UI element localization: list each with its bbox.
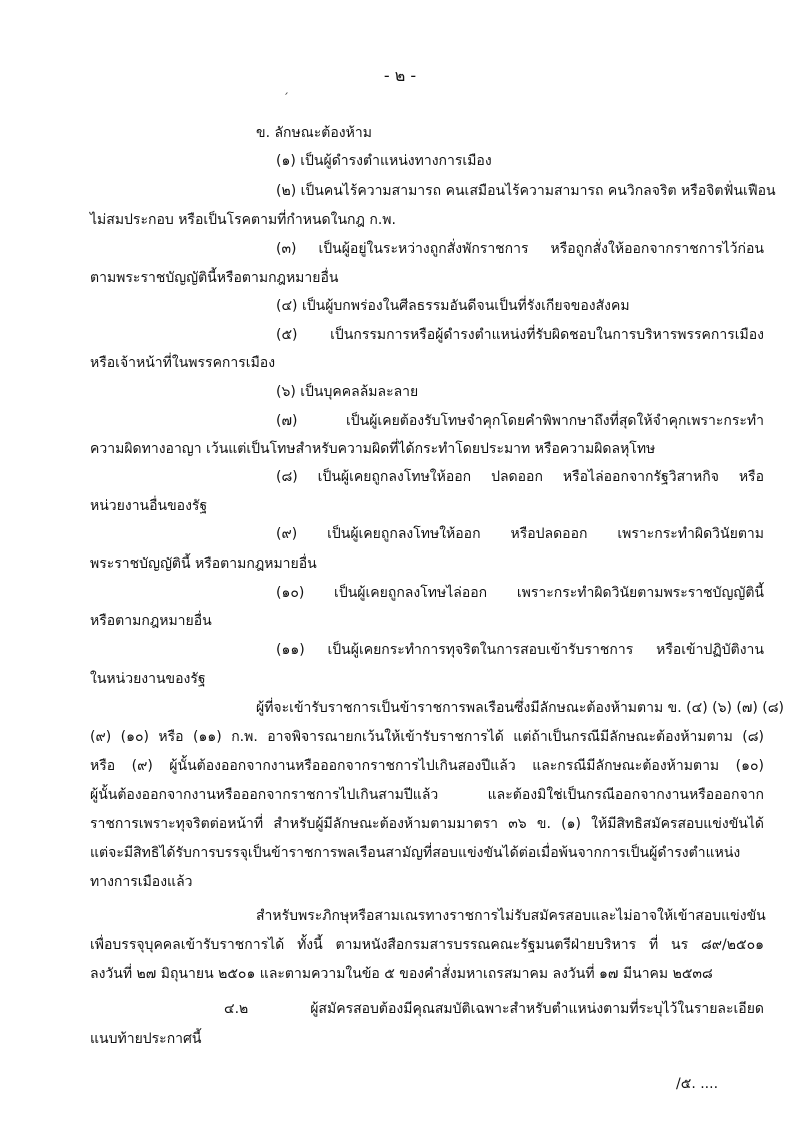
section-4-2-line-1: ๔.๒ ผู้สมัครสอบต้องมีคุณสมบัติเฉพาะสำหรับตำแหน่งตามที่ระบุไว้ในรายละเอียด — [224, 1001, 764, 1017]
list-item-7-line-1: (๗) เป็นผู้เคยต้องรับโทษจำคุกโดยคำพิพากษาถึงที่สุดให้จำคุกเพราะกระทำ — [276, 413, 764, 429]
list-item-4: (๔) เป็นผู้บกพร่องในศีลธรรมอันดีจนเป็นที่รังเกียจของสังคม — [276, 298, 630, 314]
list-item-2-line-1: (๒) เป็นคนไร้ความสามารถ คนเสมือนไร้ความสามารถ คนวิกลจริต หรือจิตฟั่นเฟือน — [276, 183, 776, 199]
paragraph-1-line-1: ผู้ที่จะเข้ารับราชการเป็นข้าราชการพลเรือนซึ่งมีลักษณะต้องห้ามตาม ข. (๔) (๖) (๗) (๘) — [256, 700, 784, 716]
paragraph-1-line-5: ราชการเพราะทุจริตต่อหน้าที่ สำหรับผู้มีลักษณะต้องห้ามตามมาตรา ๓๖ ข. (๑) ให้มีสิทธิสมัครสอบแข่งขันได้ — [90, 816, 764, 832]
page-number: - ๒ - — [383, 66, 417, 85]
list-item-9-line-2: พระราชบัญญัตินี้ หรือตามกฎหมายอื่น — [90, 556, 317, 572]
list-item-6: (๖) เป็นบุคคลล้มละลาย — [276, 384, 419, 400]
list-item-11-line-1: (๑๑) เป็นผู้เคยกระทำการทุจริตในการสอบเข้ารับราชการ หรือเข้าปฏิบัติงาน — [276, 642, 764, 658]
section-4-2-line-2: แนบท้ายประกาศนี้ — [90, 1031, 202, 1047]
list-item-10-line-1: (๑๐) เป็นผู้เคยถูกลงโทษไล่ออก เพราะกระทำผิดวินัยตามพระราชบัญญัตินี้ — [276, 585, 764, 601]
continuation-marker: /๕. .... — [676, 1076, 719, 1092]
list-item-10-line-2: หรือตามกฎหมายอื่น — [90, 613, 212, 629]
paragraph-1-line-6: แต่จะมีสิทธิได้รับการบรรจุเป็นข้าราชการพลเรือนสามัญที่สอบแข่งขันได้ต่อเมื่อพ้นจากการเป็นผู้ดำรงตำแหน่ง — [90, 845, 741, 861]
paragraph-2-line-3: ลงวันที่ ๒๗ มิถุนายน ๒๕๐๑ และตามความในข้อ ๕ ของคำสั่งมหาเถรสมาคม ลงวันที่ ๑๗ มีนาคม ๒๕๓๘ — [90, 966, 713, 982]
paragraph-2-line-1: สำหรับพระภิกษุหรือสามเณรทางราชการไม่รับสมัครสอบและไม่อาจให้เข้าสอบแข่งขัน — [256, 908, 766, 924]
list-item-11-line-2: ในหน่วยงานของรัฐ — [90, 671, 206, 687]
list-item-9-line-1: (๙) เป็นผู้เคยถูกลงโทษให้ออก หรือปลดออก เพราะกระทำผิดวินัยตาม — [276, 526, 764, 542]
paragraph-1-line-2: (๙) (๑๐) หรือ (๑๑) ก.พ. อาจพิจารณายกเว้นให้เข้ารับราชการได้ แต่ถ้าเป็นกรณีมีลักษณะต้องห้ามตาม (๘) — [90, 729, 764, 745]
paragraph-1-line-3: หรือ (๙) ผู้นั้นต้องออกจากงานหรือออกจากราชการไปเกินสองปีแล้ว และกรณีมีลักษณะต้องห้ามตาม (๑๐) — [90, 758, 764, 774]
list-item-2-line-2: ไม่สมประกอบ หรือเป็นโรคตามที่กำหนดในกฎ ก.พ. — [90, 212, 396, 228]
list-item-8-line-2: หน่วยงานอื่นของรัฐ — [90, 498, 208, 514]
list-item-7-line-2: ความผิดทางอาญา เว้นแต่เป็นโทษสำหรับความผิดที่ได้กระทำโดยประมาท หรือความผิดลหุโทษ — [90, 441, 656, 457]
list-item-1: (๑) เป็นผู้ดำรงตำแหน่งทางการเมือง — [276, 153, 492, 169]
list-item-3-line-1: (๓) เป็นผู้อยู่ในระหว่างถูกสั่งพักราชการ หรือถูกสั่งให้ออกจากราชการไว้ก่อน — [276, 241, 764, 257]
paragraph-2-line-2: เพื่อบรรจุบุคคลเข้ารับราชการได้ ทั้งนี้ ตามหนังสือกรมสารบรรณคณะรัฐมนตรีฝ่ายบริหาร ที่ นร ๘๙/๒๕๐๑ — [90, 937, 764, 953]
paragraph-1-line-4: ผู้นั้นต้องออกจากงานหรือออกจากราชการไปเกินสามปีแล้ว และต้องมิใช่เป็นกรณีออกจากงานหรือออกจาก — [90, 787, 764, 803]
list-item-5-line-2: หรือเจ้าหน้าที่ในพรรคการเมือง — [90, 355, 276, 371]
list-item-3-line-2: ตามพระราชบัญญัตินี้หรือตามกฎหมายอื่น — [90, 270, 339, 286]
paragraph-1-line-7: ทางการเมืองแล้ว — [90, 874, 193, 890]
stray-mark: ׳ — [284, 88, 289, 102]
section-title: ข. ลักษณะต้องห้าม — [256, 125, 372, 141]
list-item-8-line-1: (๘) เป็นผู้เคยถูกลงโทษให้ออก ปลดออก หรือไล่ออกจากรัฐวิสาหกิจ หรือ — [276, 469, 764, 485]
list-item-5-line-1: (๕) เป็นกรรมการหรือผู้ดำรงตำแหน่งที่รับผิดชอบในการบริหารพรรคการเมือง — [276, 327, 764, 343]
